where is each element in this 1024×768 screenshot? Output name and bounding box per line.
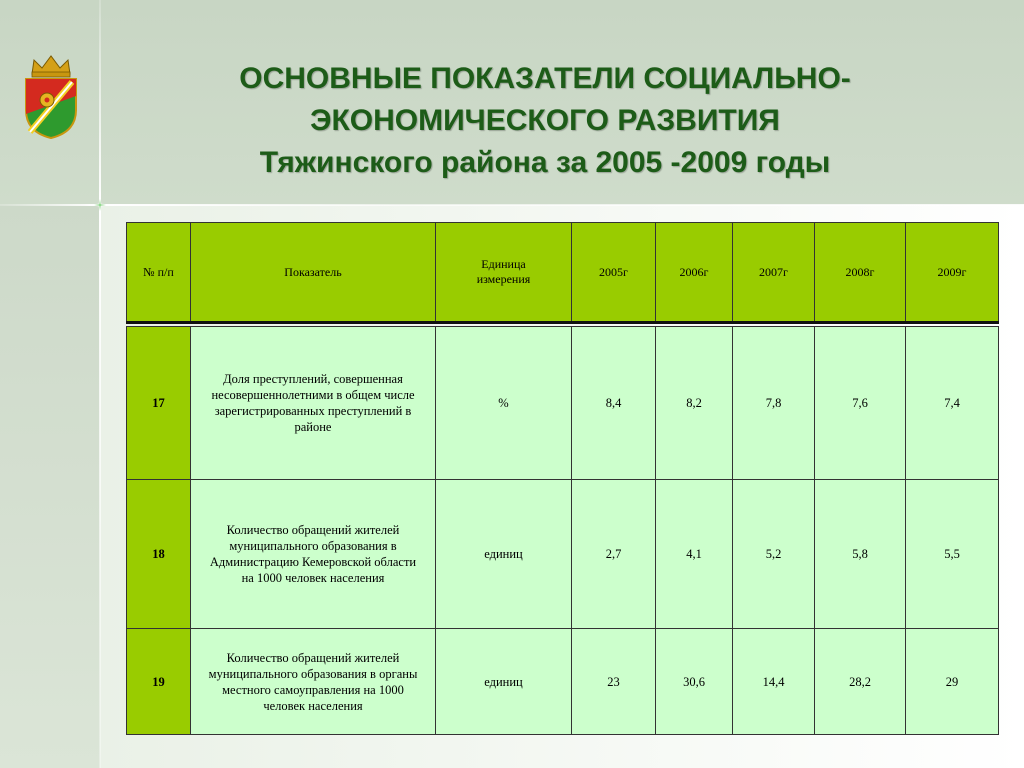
left-band — [0, 205, 100, 768]
header-row — [127, 223, 999, 323]
value-cell-2008: 5,8 — [815, 480, 906, 629]
indicator-cell: Доля преступлений, совершенная несовершеннолетними в общем числе зарегистрированных преступлений в районе — [191, 327, 436, 480]
header-cell-unit: Единица измерения — [436, 223, 572, 323]
value-cell-2008: 28,2 — [815, 629, 906, 735]
title-line-1: ОСНОВНЫЕ ПОКАЗАТЕЛИ СОЦИАЛЬНО- — [239, 62, 851, 95]
row-number: 19 — [127, 629, 191, 735]
title-line-2: ЭКОНОМИЧЕСКОГО РАЗВИТИЯ — [310, 104, 780, 137]
indicator-cell: Количество обращений жителей муниципального образования в Администрацию Кемеровской области на 1000 человек населения — [191, 480, 436, 629]
table-row — [127, 327, 999, 480]
header-cell-2007: 2007г — [733, 223, 815, 323]
value-cell-2006: 30,6 — [656, 629, 733, 735]
sparkle-icon — [84, 189, 116, 221]
unit-cell: единиц — [436, 480, 572, 629]
table-row — [127, 629, 999, 735]
value-cell-2007: 5,2 — [733, 480, 815, 629]
unit-cell: % — [436, 327, 572, 480]
row-number: 17 — [127, 327, 191, 480]
divider-horizontal — [0, 204, 1024, 206]
title-line-3: Тяжинского района за 2005 -2009 годы — [259, 146, 831, 179]
divider-vertical — [99, 0, 101, 768]
value-cell-2009: 7,4 — [906, 327, 999, 480]
table-header — [126, 222, 999, 324]
value-cell-2005: 2,7 — [572, 480, 656, 629]
value-cell-2006: 4,1 — [656, 480, 733, 629]
header-cell-indicator: Показатель — [191, 223, 436, 323]
value-cell-2005: 23 — [572, 629, 656, 735]
data-table — [126, 326, 999, 735]
value-cell-2009: 5,5 — [906, 480, 999, 629]
header-cell-2009: 2009г — [906, 223, 999, 323]
value-cell-2005: 8,4 — [572, 327, 656, 480]
value-cell-2006: 8,2 — [656, 327, 733, 480]
value-cell-2009: 29 — [906, 629, 999, 735]
unit-cell: единиц — [436, 629, 572, 735]
value-cell-2008: 7,6 — [815, 327, 906, 480]
indicator-cell: Количество обращений жителей муниципального образования в органы местного самоуправления на 1000 человек населения — [191, 629, 436, 735]
page-title — [120, 58, 970, 184]
value-cell-2007: 7,8 — [733, 327, 815, 480]
value-cell-2007: 14,4 — [733, 629, 815, 735]
row-number: 18 — [127, 480, 191, 629]
header-cell-2006: 2006г — [656, 223, 733, 323]
coat-of-arms-icon — [20, 52, 82, 140]
header-cell-2005: 2005г — [572, 223, 656, 323]
header-cell-2008: 2008г — [815, 223, 906, 323]
table-row — [127, 480, 999, 629]
header-cell-num: № п/п — [127, 223, 191, 323]
